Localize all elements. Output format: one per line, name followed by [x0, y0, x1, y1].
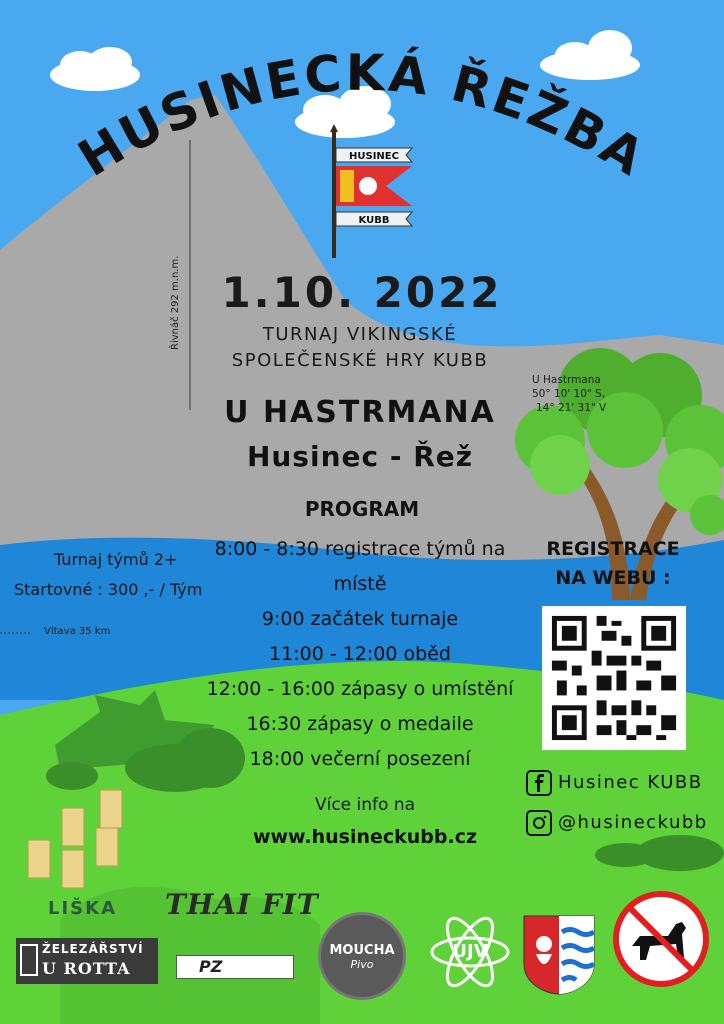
no-dogs-icon: [610, 888, 712, 990]
registration-heading: [538, 535, 688, 593]
svg-text:HUSINEC: HUSINEC: [349, 151, 399, 162]
sponsor-zelezarstvi-logo: [16, 938, 158, 984]
program-heading: PROGRAM: [304, 497, 420, 521]
river-distance-label: Vltava 35 km: [44, 626, 111, 637]
program-item: 11:00 - 12:00 oběd: [269, 643, 451, 665]
sponsor-name: MOUCHA: [329, 943, 395, 958]
program-item: 18:00 večerní posezení: [249, 748, 471, 770]
program-item: 16:30 zápasy o medaile: [246, 713, 474, 735]
page-title: HUSINECKÁ ŘEŽBA: [68, 43, 657, 189]
team-size: Turnaj týmů 2+: [54, 550, 178, 569]
sponsor-moucha-logo: [318, 912, 406, 1000]
facebook-handle: Husinec KUBB: [558, 772, 703, 793]
program-item: 8:00 - 8:30 registrace týmů na: [214, 538, 506, 560]
registration-line: NA WEBU :: [555, 567, 671, 589]
sponsor-thaifit-logo: THAI FIT: [165, 888, 319, 921]
building-icon: [20, 944, 38, 976]
sponsor-tagline: Pivo: [350, 958, 374, 971]
altitude-label: Řivnáč 292 m.n.m.: [170, 255, 181, 350]
sponsor-name: ÚJV: [452, 941, 488, 962]
coord-line: 50° 10' 10" S,: [532, 388, 606, 400]
coord-line: 14° 21' 31" V: [536, 402, 607, 414]
registration-qr-code[interactable]: [542, 606, 686, 750]
sponsor-ujv-logo: [428, 910, 512, 994]
venue-name: U HASTRMANA: [224, 395, 496, 430]
subtitle-line: TURNAJ VIKINGSKÉ: [262, 324, 458, 345]
subtitle-line: SPOLEČENSKÉ HRY KUBB: [231, 350, 489, 371]
husinec-kubb-flag-logo: [326, 124, 418, 260]
more-info-label: Více info na: [314, 795, 416, 815]
program-list: [195, 532, 525, 777]
program-item: 12:00 - 16:00 zápasy o umístění: [206, 678, 514, 700]
entry-fee: Startovné : 300 ,- / Tým: [14, 580, 203, 599]
facebook-icon: [526, 770, 552, 796]
venue-town: Husinec - Řež: [246, 440, 474, 473]
sponsor-liska-logo: LIŠKA: [48, 898, 118, 919]
svg-text:KUBB: KUBB: [358, 215, 390, 226]
instagram-handle: @husineckubb: [558, 812, 708, 833]
sponsor-pz-logo: PZ: [176, 955, 294, 979]
website-link[interactable]: www.husineckubb.cz: [252, 826, 478, 848]
team-info: [14, 545, 203, 605]
venue-coordinates: [532, 373, 606, 415]
sponsor-name: U ROTTA: [42, 959, 131, 978]
registration-line: REGISTRACE: [546, 538, 680, 560]
program-item: místě: [333, 573, 387, 595]
program-item: 9:00 začátek turnaje: [261, 608, 459, 630]
event-subtitle: [160, 322, 560, 374]
husinec-coat-of-arms-icon: [522, 914, 596, 996]
instagram-link[interactable]: [526, 810, 708, 836]
coord-line: U Hastrmana: [532, 374, 601, 386]
qr-code-icon: [542, 606, 686, 750]
instagram-icon: [526, 810, 552, 836]
facebook-link[interactable]: [526, 770, 703, 796]
sponsor-name: ŽELEZÁŘSTVÍ: [42, 942, 144, 956]
event-date: 1.10. 2022: [221, 268, 503, 317]
